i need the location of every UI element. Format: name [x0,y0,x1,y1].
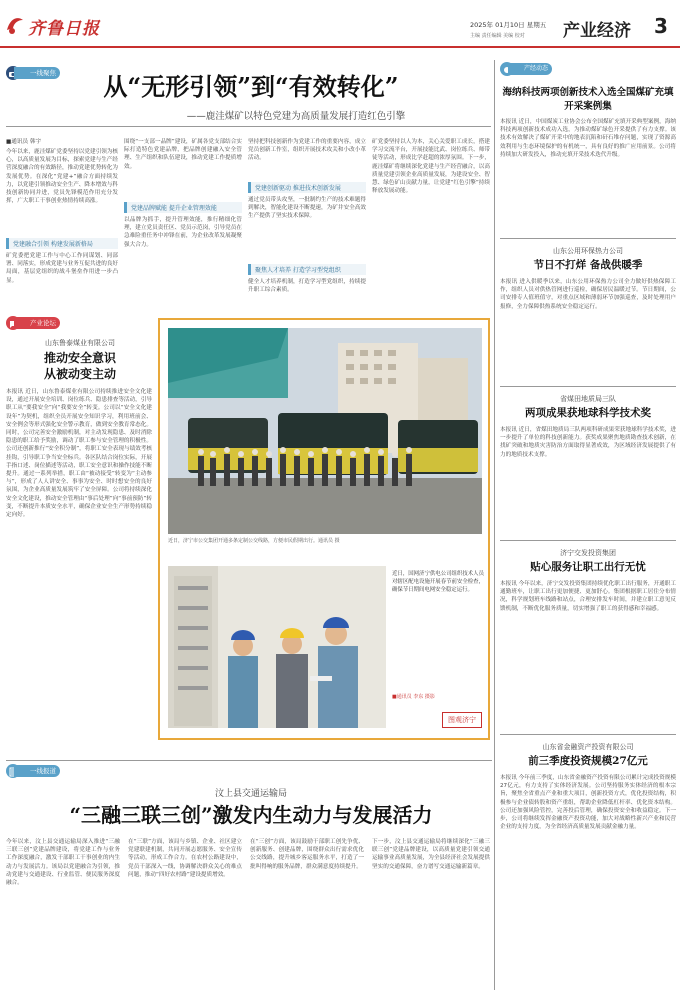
lead-subhead: ——鹿洼煤矿以特色党建为高质量发展打造红色引擎 [186,111,406,122]
photo-feature [158,318,490,740]
edition-info: 主编 责任编辑 美编 校对 [470,33,525,39]
lead-subtag-4: 聚焦人才培养 打造学习型党组织 [248,264,366,275]
bottom-headline: “三融三联三创”激发内生动力与发展活力 [69,803,433,827]
right-rule-4 [500,734,676,735]
right-item-4-org: 济宁交发投资集团 [560,549,616,557]
lead-body-col4: 矿党委坚持以人为本，关心关爱职工成长，搭建学习交流平台，开展技能比武、岗位练兵、师带徒等活动，形成比学赶超的浓厚氛围。下一步，鹿洼煤矿将继续深化党建与生产经营融合，以高质量党建引领企业高质量发展，为建设安全、智慧、绿色矿山贡献力量，让党建“红色引擎”持续释放发展动能。 [372,139,490,195]
right-item-4-headline: 贴心服务让职工出行无忧 [530,561,646,573]
lead-body-col3b: 通过党员带头攻坚，一批制约生产的技术难题得到解决，智能化建设不断提速，为矿井安全高效生产提供了坚实技术保障。 [248,197,366,220]
worker-caption: 近日，国网济宁供电公司组织技术人员对辖区配电设施开展春节前安全检查，确保节日期间电网安全稳定运行。 [392,571,484,593]
paper-name: 齐鲁日报 [28,19,100,39]
right-tag: 产经动态 [508,63,552,75]
right-item-2-org: 山东公用环保热力公司 [553,247,623,255]
bottom-rule [6,760,492,761]
forum-org: 山东鲁泰煤业有限公司 [45,339,115,347]
lead-body-col1: 今年以来，鹿洼煤矿党委坚持以党建引领为核心，以高质量发展为目标，探索党建与生产经营深度融合的有效路径，推动党建优势转化为发展优势。在深化“党建+”融合方面持续发力，以党建引领推动安全生产、降本增效与科技创新协同并进，党员先锋模范作用充分发挥，广大职工干事创业热情持续高涨。 [6,149,118,205]
bottom-kicker: 汶上县交通运输局 [214,789,287,799]
column-divider [494,60,495,990]
right-item-5-headline: 前三季度投资规模27亿元 [528,755,648,767]
forum-article [6,316,154,736]
masthead [0,0,680,48]
right-item-2-body: 本报讯 进入供暖季以来，山东公用环保热力公司全力做好供热保障工作，组织人员对供热管网进行巡检，确保居民温暖过节。节日期间，公司安排专人值班值守，对重点区域和薄弱环节加强巡查，及时处理用户报修，全力保障供热系统安全稳定运行。 [500,279,676,310]
photo-column-tag: 图观济宁 [442,712,482,728]
forum-tag: 产业论坛 [14,317,60,329]
bottom-article [6,764,492,994]
lead-body-col3c: 健全人才培养机制，打造学习型党组织，持续提升职工综合素质。 [248,279,366,294]
right-item-3-headline: 两项成果获地球科学技术奖 [525,407,651,419]
paper-logo-icon [4,14,26,36]
lead-subtag-3: 党建创新驱动 推进技术创新发展 [248,182,366,193]
right-rule-2 [500,386,676,387]
forum-headline-1: 推动安全意识 [43,351,116,365]
right-item-5-body: 本报讯 今年前三季度，山东省金融资产投资有限公司累计完成投资规模27亿元，有力支持了实体经济发展。公司坚持服务实体经济的根本宗旨，聚焦全省重点产业和重大项目，创新投资方式，优化投资结构，积极参与企业债转股和资产重组，帮助企业降低杠杆率、优化资本结构。公司还加强风险管控，完善投后管理，确保投资安全和收益稳定。下一步，公司将继续发挥金融资产投资功能，加大对战略性新兴产业和民营企业的支持力度，为全省经济高质量发展贡献金融力量。 [500,775,676,831]
section-title: 产业经济 [563,21,631,41]
issue-date: 2025年 01月10日 星期五 [470,21,547,29]
right-item-5-org: 山东省金融资产投资有限公司 [542,743,634,751]
lead-byline: ■通讯员 韩宇 [6,139,42,144]
lead-body-col3: 坚持把科技创新作为党建工作的重要内容，成立党员创新工作室，组织开展技术攻关和小改小革活动。 [248,139,366,162]
right-item-3-body: 本报讯 近日，省煤田地质局三队两项科研成果荣获地球科学技术奖，进一步提升了单位的科技创新能力。获奖成果聚焦地质勘查技术创新，在找矿突破和地质灾害防治方面取得显著成效，为区域经济发展提供了有力的地质技术支撑。 [500,427,676,458]
lead-subtag-2: 党建品牌赋能 提升企业管理效能 [124,202,242,213]
worker-credit: ■通讯员 李东 摄影 [392,694,435,700]
right-item-1-body: 本报讯 近日，中国煤炭工业协会公布全国煤矿充填开采典型案例，海纳科技两项创新技术成功入选，为推动煤矿绿色开采提供了有力支撑。该技术有效解决了煤矿开采中的地表沉陷和矸石堆存问题，实现了资源高效利用与生态环境保护的有机统一，具有良好的推广应用前景。公司将持续加大研发投入，推动充填开采技术迭代升级。 [500,119,676,158]
lead-body-col2b: 以品牌为抓手，提升管理效能，推行精细化管理，建立党员责任区、党员示范岗，引导党员在急难险重任务中冲锋在前，为企业改革发展凝聚强大合力。 [124,217,242,248]
bottom-body-col1: 今年以来，汶上县交通运输局深入推进“三融三联三创”党建品牌建设，将党建工作与业务工作深度融合，激发干部职工干事创业的内生动力与发展活力。该局以党建融合为引领，推动党建与交通建设、行业监管、便民服务深度融合。 [6,839,120,887]
right-rule-3 [500,540,676,541]
right-item-3-org: 省煤田地质局三队 [560,395,616,403]
forum-body: 本报讯 近日，山东鲁泰煤业有限公司持续推进安全文化建设，通过开展安全培训、岗位练兵、隐患排查等活动，引导职工从“要我安全”向“我要安全”转变。公司以“安全文化建设年”为契机，组织全员开展安全知识学习，利用班前会、安全例会等形式强化安全警示教育，做到安全教育常态化。同时，公司完善安全激励机制，对主动发现隐患、及时消除隐患的职工给予奖励，调动了职工参与安全管理的积极性。公司还创新推行“安全积分制”，将职工安全表现与绩效考核挂钩，引导职工争当安全标兵。各区队结合岗位实际，开展手指口述、岗位描述等活动，职工安全意识和操作技能不断提升。通过一系列举措，职工由“被动接受”转变为“主动参与”，形成了人人讲安全、事事为安全、时时想安全的良好氛围，为企业高质量发展筑牢了安全屏障。公司将持续深化安全文化建设，推动安全管理由“事后处理”向“事前预防”转变，不断提升本质安全水平，确保企业安全生产形势持续稳定向好。 [6,389,152,519]
bottom-body-col2: 在“三联”方面，该局与乡镇、企业、社区建立党建联建机制，共同开展志愿服务、安全宣传等活动，形成工作合力。在农村公路建设中，党员干部深入一线，协调解决群众关心的难点问题，推动“四好农村路”建设提质增效。 [128,839,242,878]
worker-photo [168,566,386,728]
bottom-body-col3: 在“三创”方面，该局鼓励干部职工创先争优、创新服务、创建品牌，围绕群众出行需求优化公交线路，提升城乡客运服务水平，打造了一批叫得响的服务品牌，群众满意度持续提升。 [250,839,364,870]
right-rule-1 [500,238,676,239]
right-item-2-headline: 节日不打烊 备战供暖季 [533,259,643,271]
bus-caption: 近日，济宁市公交集团开通多条定制公交线路，方便市民假期出行。通讯员 摄 [168,538,340,544]
right-column [500,62,676,992]
lead-subtag-1: 党建融合引领 构建发展新格局 [6,238,118,249]
report-tag: 一线报道 [14,765,60,777]
lead-rule [6,126,491,127]
lead-headline: 从“无形引领”到“有效转化” [103,72,399,101]
right-item-1-headline: 海纳科技两项创新技术入选全国煤矿充填开采案例集 [502,87,674,112]
right-item-4-body: 本报讯 今年以来，济宁交发投资集团持续优化职工出行服务，开通职工通勤班车，让职工出行更加便捷、更加舒心。集团根据职工居住分布情况，科学规划班车线路和站点，合理安排发车时间，并建立职工意见反馈机制，不断优化服务质量，切实增强了职工的获得感和幸福感。 [500,581,676,612]
page-number: 3 [654,14,668,38]
lead-body-col2: 围绕“一支部一品牌”建设，矿属各党支部结合实际打造特色党建品牌，把品牌创建融入安全管理、生产组织和队伍建设，推动党建工作提质增效。 [124,139,242,170]
forum-headline-2: 从被动变主动 [43,367,116,381]
lead-tag: 一线聚焦 [14,67,60,79]
lead-body-col1b: 矿党委把党建工作与中心工作同谋划、同部署、同落实，形成党建与业务互促共进的良好局面，基层党组织的战斗堡垒作用进一步凸显。 [6,253,118,284]
lead-article [6,66,491,316]
bottom-body-col4: 下一步，汶上县交通运输局将继续深化“三融三联三创”党建品牌建设，以高质量党建引领交通运输事业高质量发展，为全县经济社会发展提供坚实的交通保障，奋力谱写交通运输新篇章。 [372,839,490,870]
bus-photo [168,328,482,534]
